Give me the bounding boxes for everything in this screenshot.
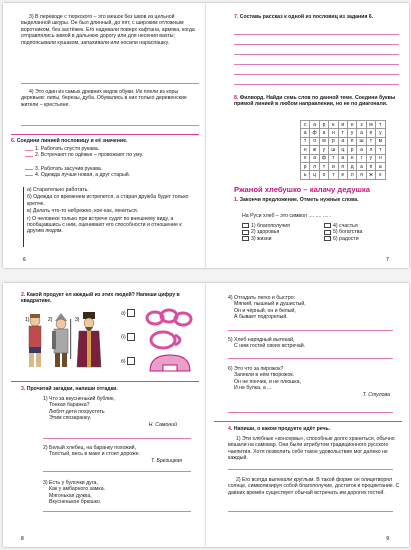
- riddle-4: [228, 295, 398, 321]
- workbook-page-9: [206, 283, 409, 547]
- option-label: 5) богатства: [333, 229, 363, 236]
- proverb-item: 3. Работать засучив рукава.: [35, 165, 103, 172]
- grid-cell[interactable]: а: [338, 137, 347, 145]
- text-block-3: 3) В переводе с тюркского – это мешок без швов из цельной выделанной шкуры. Он был длинный, до пят, с широким отложным воротником, без застёжек. Его надевали поверх кафтана, армяка, когда отправлялись зимой в дальнюю дорогу или для несения вахты; подпоясывали кушаком, запахивали или носили нараспашку.: [21, 14, 195, 46]
- question-number: 4.: [228, 426, 233, 432]
- people-svg: [21, 309, 121, 371]
- grid-cell[interactable]: а: [319, 129, 328, 137]
- question-4: [228, 426, 398, 432]
- grid-cell[interactable]: у: [376, 129, 385, 137]
- options-col-1: [242, 223, 312, 242]
- grid-cell[interactable]: п: [347, 137, 356, 145]
- grid-cell[interactable]: т: [338, 129, 347, 137]
- grid-cell[interactable]: л: [366, 146, 375, 154]
- option-label: 1) благополучия: [251, 223, 290, 229]
- fillword-grid: [300, 120, 386, 180]
- option-item[interactable]: [324, 236, 394, 242]
- answer-line[interactable]: [234, 34, 399, 35]
- page-number: 6: [23, 256, 26, 263]
- answer-box[interactable]: [127, 333, 135, 341]
- grid-cell[interactable]: р: [319, 121, 328, 129]
- grid-cell[interactable]: н: [301, 146, 310, 154]
- riddle-line: Вкусненькое брюшко.: [49, 499, 102, 506]
- grid-cell[interactable]: т: [376, 146, 385, 154]
- riddle-author: Т. Стулова: [362, 391, 390, 398]
- riddle-line: Мягонькая дужка,: [49, 492, 92, 499]
- bracket-line: [23, 187, 24, 247]
- answer-box[interactable]: [127, 357, 135, 365]
- grid-cell[interactable]: л: [347, 171, 356, 179]
- grid-row: [301, 171, 386, 179]
- grid-cell[interactable]: н: [347, 154, 356, 162]
- grid-cell[interactable]: л: [310, 162, 319, 170]
- grid-cell[interactable]: а: [357, 129, 366, 137]
- option-label: 2) здоровья: [251, 229, 280, 236]
- grid-cell[interactable]: к: [301, 154, 310, 162]
- riddle-line: 6) Это что за пирожок?: [228, 366, 284, 372]
- grid-cell[interactable]: а: [357, 162, 366, 170]
- grid-cell[interactable]: о: [319, 171, 328, 179]
- section-divider: [11, 381, 199, 382]
- riddle-2: [43, 445, 198, 464]
- workbook-page-6: [3, 3, 206, 268]
- question-text: Филворд. Найди семь слов по данной теме. Соедини буквы прямой линией в любом направлении, но не по диагонали.: [234, 95, 396, 108]
- question-number: 7.: [234, 14, 239, 20]
- grid-cell[interactable]: ж: [366, 171, 375, 179]
- grid-cell[interactable]: т: [301, 137, 310, 145]
- food-illustration: [121, 307, 201, 379]
- grid-row: [301, 146, 386, 154]
- grid-cell[interactable]: а: [310, 154, 319, 162]
- riddle-line: Этим спозаранку.: [49, 415, 91, 422]
- food-label: а): [121, 310, 126, 317]
- text-block-2: 2) Его всегда выпекали круглым. В такой форме он олицетворял солнце, символизируя собой благополучие, достаток и процветание. С давних времён существует обычай встречать им дорогих гостей.: [228, 477, 400, 496]
- meaning-item: в) Делать что-то небрежно, кое-как, лениться.: [27, 208, 139, 215]
- proverb-item: 2. Встречают по одёжке – провожают по уму.: [35, 152, 144, 159]
- riddle-line: 5) Хлеб нарядный вытекай,: [228, 337, 295, 343]
- meaning-item: б) Одежда со временем истрепется, а старая дружба будет только крепче.: [27, 194, 189, 207]
- checkbox[interactable]: [242, 223, 249, 228]
- figure-label: 2): [48, 317, 53, 323]
- grid-cell[interactable]: р: [347, 146, 356, 154]
- answer-line[interactable]: [228, 469, 393, 470]
- option-label: 6) радости: [333, 235, 359, 242]
- grid-cell[interactable]: е: [366, 129, 375, 137]
- answer-line[interactable]: [43, 511, 191, 512]
- food-label: в): [121, 358, 126, 365]
- people-illustration: [21, 309, 121, 371]
- kalach-icon: [145, 351, 195, 377]
- grid-cell[interactable]: а: [301, 129, 310, 137]
- food-a: [121, 309, 135, 317]
- page-number: 8: [21, 535, 24, 542]
- question-number: 3.: [21, 386, 26, 392]
- riddle-line: Запекли в нём творожок.: [234, 372, 295, 379]
- section-divider: [11, 134, 199, 135]
- riddle-5: [228, 337, 398, 350]
- grid-cell[interactable]: з: [357, 121, 366, 129]
- grid-row: [301, 162, 386, 170]
- meaning-item: г) О человеке только при встрече судят по внешнему виду, а пообщавшись с ним, оценивают его способности и отношение к другим людям.: [27, 215, 182, 235]
- grid-cell[interactable]: т: [366, 137, 375, 145]
- answer-line[interactable]: [43, 471, 191, 472]
- answer-line[interactable]: [234, 74, 399, 75]
- answer-line[interactable]: [228, 511, 393, 512]
- grid-cell[interactable]: р: [301, 162, 310, 170]
- grid-cell[interactable]: а: [357, 146, 366, 154]
- riddle-line: 4) Отгадать легко и быстро:: [228, 295, 296, 301]
- bagels-icon: [145, 307, 195, 329]
- answer-line[interactable]: [234, 54, 399, 55]
- grid-cell[interactable]: о: [310, 137, 319, 145]
- proverb-item: 1. Работать спустя рукава.: [35, 146, 100, 152]
- answer-line[interactable]: [21, 125, 199, 126]
- riddle-line: 1) Что за вкусненький бублик,: [43, 396, 115, 402]
- riddle-line: Как у амбарного замка.: [49, 486, 106, 493]
- question-3: [21, 386, 196, 392]
- proverb-item: 4. Одежда лучше новая, а друг старый.: [35, 172, 131, 179]
- grid-cell[interactable]: ш: [357, 137, 366, 145]
- grid-cell[interactable]: у: [366, 154, 375, 162]
- riddle-line: С ним гостей своих встречай.: [234, 343, 306, 350]
- workbook-page-7: [206, 3, 409, 268]
- question-text: Прочитай загадки, напиши отгадки.: [26, 386, 118, 392]
- riddle-3: [43, 480, 193, 506]
- question-text: Составь рассказ к одной из пословиц из задания 6.: [239, 14, 374, 20]
- meaning-item: а) Старательно работать.: [27, 187, 89, 193]
- grid-cell[interactable]: д: [347, 162, 356, 170]
- grid-cell[interactable]: г: [357, 154, 366, 162]
- person-2-figure: [52, 313, 71, 367]
- grid-cell[interactable]: а: [338, 154, 347, 162]
- food-b: [121, 333, 135, 341]
- grid-cell[interactable]: у: [319, 146, 328, 154]
- section-divider: [214, 421, 402, 422]
- riddle-line: И не булка, а ...: [234, 385, 272, 392]
- grid-cell[interactable]: к: [376, 171, 385, 179]
- text-block-4: 4) Это один из самых древних видов обуви. Их плели из коры деревьев: липы, березы, дуба. Обувались в них только деревенские жители – крестьяне.: [21, 89, 187, 108]
- grid-cell[interactable]: ц: [310, 171, 319, 179]
- riddle-line: А бывает подгорелый.: [234, 314, 288, 321]
- workbook-page-8: [3, 283, 206, 547]
- grid-row: [301, 121, 386, 129]
- grid-cell[interactable]: е: [338, 171, 347, 179]
- question-text: Какой продукт ел каждый из этих людей? Напиши цифру в квадратике.: [21, 292, 180, 305]
- question-text: Соедини линией пословицу и её значение.: [16, 138, 128, 144]
- checkbox[interactable]: [324, 236, 331, 241]
- question-number: 8.: [234, 95, 239, 101]
- grid-cell[interactable]: н: [347, 121, 356, 129]
- question-7: [234, 14, 402, 20]
- answer-box[interactable]: [127, 309, 135, 317]
- grid-cell[interactable]: н: [329, 129, 338, 137]
- proverb-list: [35, 146, 195, 179]
- grid-cell[interactable]: а: [310, 121, 319, 129]
- question-1: [234, 197, 404, 203]
- grid-cell[interactable]: т: [319, 162, 328, 170]
- section-title: Ржаной хлебушко – калачу дедушка: [234, 185, 370, 194]
- answer-line[interactable]: [228, 330, 393, 331]
- grid-row: [301, 137, 386, 145]
- grid-cell[interactable]: и: [338, 121, 347, 129]
- riddle-author: Н. Самоний: [148, 421, 177, 428]
- riddle-line: Любят дети похрустеть: [49, 408, 105, 415]
- riddle-6: [228, 366, 398, 398]
- grid-cell[interactable]: я: [357, 171, 366, 179]
- grid-cell[interactable]: п: [338, 162, 347, 170]
- answer-line[interactable]: [234, 64, 399, 65]
- page-number: 9: [386, 535, 389, 542]
- question-text: Напиши, о каком продукте идёт речь.: [233, 426, 331, 432]
- grid-cell[interactable]: т: [329, 154, 338, 162]
- sentence: На Руси хлеб – это символ .... .... .... .: [242, 213, 332, 219]
- grid-row: [301, 129, 386, 137]
- grid-cell[interactable]: ш: [329, 146, 338, 154]
- riddle-line: Толстый, весь в маке и стоит дороже.: [49, 451, 140, 458]
- answer-line[interactable]: [228, 358, 393, 359]
- page-number: 7: [386, 256, 389, 263]
- figure-label: 3): [75, 317, 80, 323]
- answer-line[interactable]: [234, 84, 399, 85]
- food-label: б): [121, 334, 126, 341]
- grid-cell[interactable]: ф: [319, 154, 328, 162]
- checkbox[interactable]: [242, 236, 249, 241]
- grid-cell[interactable]: ц: [338, 146, 347, 154]
- question-2: [21, 292, 196, 305]
- options-col-2: [324, 223, 394, 242]
- grid-cell[interactable]: с: [301, 121, 310, 129]
- checkbox[interactable]: [324, 223, 331, 228]
- option-label: 3) жизни: [251, 235, 272, 242]
- grid-cell[interactable]: т: [376, 121, 385, 129]
- question-number: 1.: [234, 197, 239, 203]
- riddle-line: Тонкая баранка?: [49, 402, 90, 409]
- riddle-line: Он и чёрный, он и белый,: [234, 307, 296, 314]
- answer-line[interactable]: [234, 44, 399, 45]
- grid-cell[interactable]: т: [329, 171, 338, 179]
- answer-line[interactable]: [43, 438, 191, 439]
- question-6: [11, 138, 199, 144]
- grid-cell[interactable]: и: [329, 162, 338, 170]
- match-line[interactable]: [25, 156, 33, 157]
- answer-line[interactable]: [21, 83, 199, 84]
- match-line[interactable]: [25, 175, 33, 176]
- grid-cell[interactable]: а: [376, 162, 385, 170]
- grid-cell[interactable]: н: [376, 154, 385, 162]
- grid-cell[interactable]: п: [366, 162, 375, 170]
- figure-label: 1): [25, 317, 30, 323]
- riddle-line: 3) Есть у булочки дуга,: [43, 480, 98, 486]
- answer-line[interactable]: [228, 412, 393, 413]
- question-8: [234, 95, 402, 108]
- riddle-line: Мягкий, пышный и душистый,: [234, 301, 306, 308]
- grid-cell[interactable]: м: [366, 121, 375, 129]
- question-number: 2.: [21, 292, 26, 298]
- person-1-figure: [29, 314, 41, 367]
- checkbox[interactable]: [324, 230, 331, 235]
- question-text: Закончи предложение. Отметь нужные слова.: [239, 197, 359, 203]
- checkbox[interactable]: [242, 230, 249, 235]
- grid-cell[interactable]: к: [329, 121, 338, 129]
- grid-cell[interactable]: ь: [301, 171, 310, 179]
- meaning-list: [27, 187, 195, 235]
- grid-cell[interactable]: м: [376, 137, 385, 145]
- grid-cell[interactable]: р: [329, 137, 338, 145]
- question-number: 6.: [11, 138, 16, 144]
- riddle-author: Т. Брезицкая: [150, 457, 182, 464]
- grid-cell[interactable]: ж: [310, 146, 319, 154]
- food-c: [121, 357, 135, 365]
- grid-cell[interactable]: ф: [310, 129, 319, 137]
- match-line[interactable]: [25, 169, 33, 170]
- match-line[interactable]: [25, 150, 33, 151]
- riddle-line: Он не пончик, и не плюшка,: [234, 378, 301, 385]
- grid-cell[interactable]: у: [347, 129, 356, 137]
- text-block-1: 1) Эти хлебные «консервы», способные долго храниться, обычно вешали на самовар. Они были атрибутом традиционного русского чаепития. Хотя позволить себе такое удовольствие мог далеко не каждый.: [228, 436, 395, 462]
- person-3-figure: [77, 312, 101, 367]
- riddle-1: [43, 396, 193, 428]
- grid-row: [301, 154, 386, 162]
- option-item[interactable]: [242, 236, 312, 242]
- pretzel-icon: [145, 329, 195, 351]
- grid-cell[interactable]: м: [319, 137, 328, 145]
- riddle-line: 2) Белый хлебец, на баранку похожий,: [43, 445, 136, 451]
- option-label: 4) счастья: [333, 223, 358, 229]
